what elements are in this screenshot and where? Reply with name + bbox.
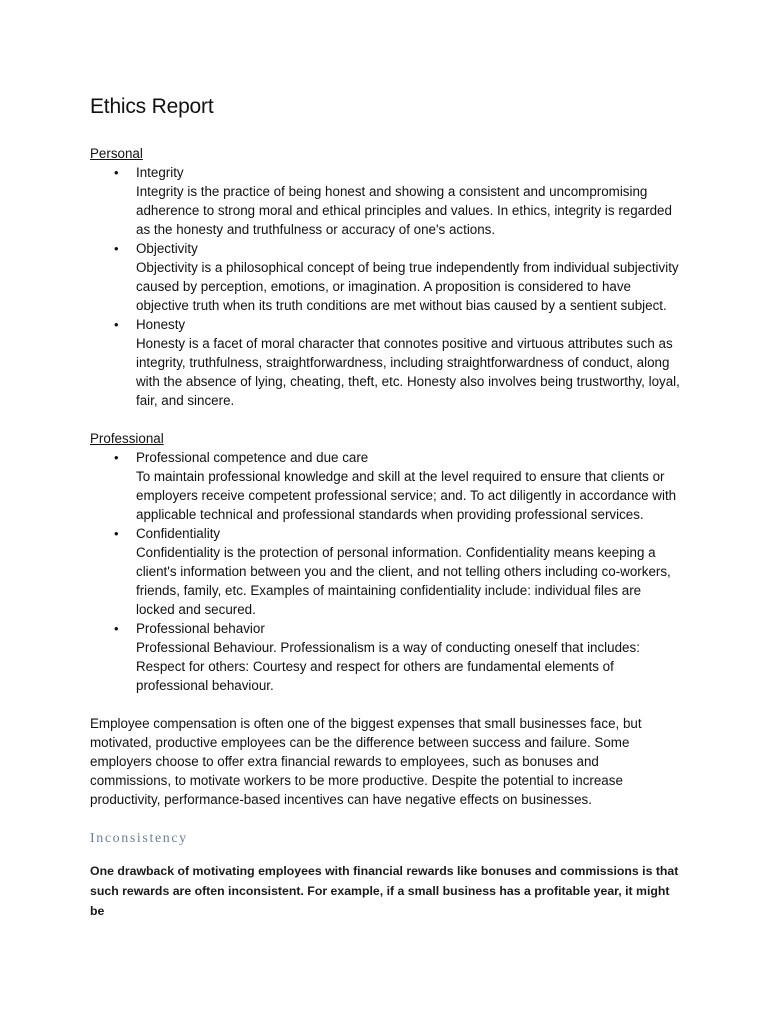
item-description: Integrity is the practice of being honest and showing a consistent and uncompromising adherence to strong moral and ethical principles and values. In ethics, integrity is regarded as the honesty and truthfulness or accuracy of one's actions. bbox=[136, 184, 672, 237]
bullet-icon: • bbox=[114, 317, 119, 332]
item-description: To maintain professional knowledge and skill at the level required to ensure that clients or employers receive competent professional service; and. To act diligently in accordance with applicable technical and professional standards when providing professional services. bbox=[136, 469, 677, 522]
item-title: Confidentiality bbox=[136, 526, 221, 541]
list-item bbox=[90, 619, 682, 695]
bullet-icon: • bbox=[114, 241, 119, 256]
list-item bbox=[90, 448, 682, 524]
document-page bbox=[90, 92, 682, 921]
item-title: Professional behavior bbox=[136, 621, 265, 636]
item-description: Professional Behaviour. Professionalism is a way of conducting oneself that includes: Respect for others: Courtesy and respect for others are fundamental elements of professional behaviour. bbox=[136, 640, 640, 693]
item-description: Honesty is a facet of moral character that connotes positive and virtuous attributes such as integrity, truthfulness, straightforwardness, including straightforwardness of conduct, along with the absence of lying, cheating, theft, etc. Honesty also involves being trustworthy, loyal, fair, and sincere. bbox=[136, 336, 680, 408]
item-title: Objectivity bbox=[136, 241, 198, 256]
document-title: Ethics Report bbox=[90, 95, 214, 118]
list-item bbox=[90, 163, 682, 239]
spacer bbox=[90, 410, 682, 429]
body-paragraph: Employee compensation is often one of the biggest expenses that small businesses face, but motivated, productive employees can be the difference between success and failure. Some employers choose to offer extra financial rewards to employees, such as bonuses and commissions, to motivate workers to be more productive. Despite the potential to increase productivity, performance-based incentives can have negative effects on businesses. bbox=[90, 716, 642, 807]
spacer bbox=[90, 695, 682, 714]
section-professional bbox=[90, 429, 682, 695]
item-description: Objectivity is a philosophical concept of being true independently from individual subjectivity caused by perception, emotions, or imagination. A proposition is considered to have objective truth when its truth conditions are met without bias caused by a sentient subject. bbox=[136, 260, 679, 313]
bullet-icon: • bbox=[114, 621, 119, 636]
list-item bbox=[90, 315, 682, 410]
personal-list bbox=[90, 163, 682, 410]
list-item bbox=[90, 524, 682, 619]
bold-paragraph: One drawback of motivating employees with financial rewards like bonuses and commissions is that such rewards are often inconsistent. For example, if a small business has a profitable year, it might be bbox=[90, 864, 679, 918]
section-heading-professional: Professional bbox=[90, 431, 164, 446]
list-item bbox=[90, 239, 682, 315]
section-heading-personal: Personal bbox=[90, 146, 143, 161]
item-title: Integrity bbox=[136, 165, 184, 180]
bullet-icon: • bbox=[114, 450, 119, 465]
bullet-icon: • bbox=[114, 165, 119, 180]
item-title: Professional competence and due care bbox=[136, 450, 369, 465]
section-personal bbox=[90, 144, 682, 410]
item-description: Confidentiality is the protection of personal information. Confidentiality means keeping a client's information between you and the client, and not telling others including co-workers, friends, family, etc. Examples of maintaining confidentiality include: individual files are locked and secured. bbox=[136, 545, 671, 617]
professional-list bbox=[90, 448, 682, 695]
item-title: Honesty bbox=[136, 317, 186, 332]
subheading-inconsistency: Inconsistency bbox=[90, 831, 188, 846]
bullet-icon: • bbox=[114, 526, 119, 541]
